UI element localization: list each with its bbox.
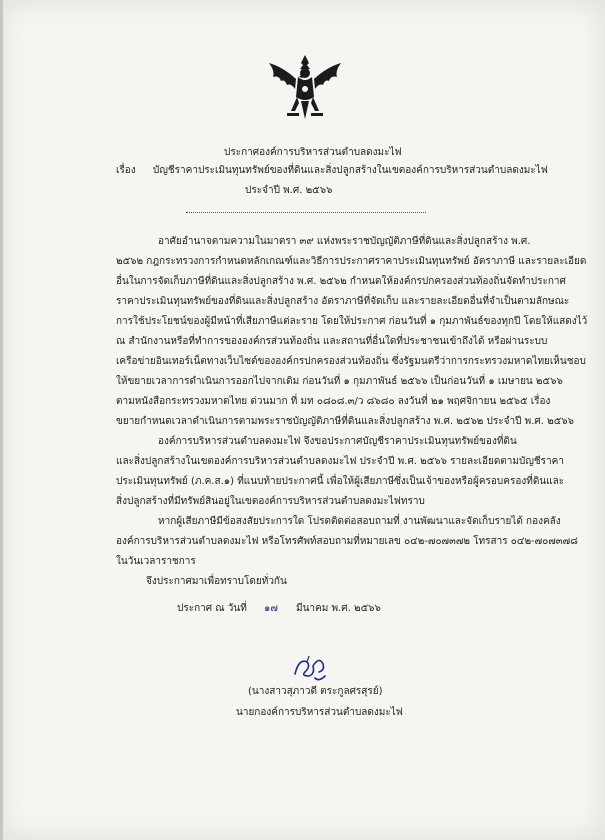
body-line: ประเมินทุนทรัพย์ (ภ.ค.ส.๑) ที่แนบท้ายประกาศนี้ เพื่อให้ผู้เสียภาษีซึ่งเป็นเจ้าของหรือผู้ครอบครองที่ดินและ <box>116 476 565 487</box>
signature-mark <box>285 652 335 686</box>
body-line: ในวันเวลาราชการ <box>116 556 196 567</box>
body-line: และสิ่งปลูกสร้างในเขตองค์การบริหารส่วนตำบลดงมะไฟ ประจำปี พ.ศ. ๒๕๖๖ รายละเอียดตามบัญชีราคา <box>116 456 564 467</box>
body-line: เครือข่ายอินเทอร์เน็ตทางเว็บไซต์ขององค์กรปกครองส่วนท้องถิ่น ซึ่งรัฐมนตรีว่าการกระทรวงมหาดไทยเห็นชอบ <box>116 356 586 367</box>
body-line: อื่นในการจัดเก็บภาษีที่ดินและสิ่งปลูกสร้าง พ.ศ. ๒๕๖๒ กำหนดให้องค์กรปกครองส่วนท้องถิ่นจัดทำประกาศ <box>116 276 566 287</box>
body-line: องค์การบริหารส่วนตำบลดงมะไฟ จึงขอประกาศบัญชีราคาประเมินทุนทรัพย์ของที่ดิน <box>158 436 517 447</box>
subject-text: บัญชีราคาประเมินทุนทรัพย์ของที่ดินและสิ่งปลูกสร้างในเขตองค์การบริหารส่วนตำบลดงมะไฟ <box>153 165 548 176</box>
subject-label: เรื่อง <box>116 165 136 176</box>
date-prefix: ประกาศ ณ วันที่ <box>177 603 247 614</box>
body-line: ตามหนังสือกระทรวงมหาดไทย ด่วนมาก ที่ มท ๐๘๐๘.๓/ว ๘๖๘๐ ลงวันที่ ๒๑ พฤศจิกายน ๒๕๖๕ เรื่อง <box>116 396 551 407</box>
body-line: ขยายกำหนดเวลาดำเนินการตามพระราชบัญญัติภาษีที่ดินและสิ่งปลูกสร้าง พ.ศ. ๒๕๖๒ ประจำปี พ.ศ. ๒๕๖๖ <box>116 416 574 427</box>
body-line: การใช้ประโยชน์ของผู้มีหน้าที่เสียภาษีแต่ละราย โดยให้ประกาศ ก่อนวันที่ ๑ กุมภาพันธ์ของทุกปี โดยให้แสดงไว้ <box>116 316 588 327</box>
body-line: ๒๕๖๒ กฎกระทรวงการกำหนดหลักเกณฑ์และวิธีการประกาศราคาประเมินทุนทรัพย์ อัตราภาษี และรายละเอียด <box>116 256 587 267</box>
body-line: องค์การบริหารส่วนตำบลดงมะไฟ หรือโทรศัพท์สอบถามที่หมายเลข ๐๔๒-๗๐๗๓๗๒ โทรสาร ๐๔๒-๗๐๗๓๗๘ <box>116 536 578 547</box>
signer-name: (นางสาวสุภาวดี ตระกูลศรสุรย์) <box>248 686 383 697</box>
date-day: ๑๗ <box>264 603 278 614</box>
announcement-title: ประกาศองค์การบริหารส่วนตำบลดงมะไฟ <box>224 147 402 158</box>
closing-line: จึงประกาศมาเพื่อทราบโดยทั่วกัน <box>146 576 287 587</box>
signer-position: นายกองค์การบริหารส่วนตำบลดงมะไฟ <box>236 707 403 718</box>
garuda-emblem-icon <box>265 53 345 123</box>
body-line: ให้ขยายเวลาการดำเนินการออกไปจากเดิม ก่อนวันที่ ๑ กุมภาพันธ์ ๒๕๖๖ เป็นก่อนวันที่ ๑ เมษายน ๒๕๖๖ <box>116 376 563 387</box>
year-line: ประจำปี พ.ศ. ๒๕๖๖ <box>245 185 333 196</box>
body-line: สิ่งปลูกสร้างที่มีทรัพย์สินอยู่ในเขตองค์การบริหารส่วนตำบลดงมะไฟทราบ <box>116 496 425 507</box>
body-line: หากผู้เสียภาษีมีข้อสงสัยประการใด โปรดติดต่อสอบถามที่ งานพัฒนาและจัดเก็บรายได้ กองคลัง <box>158 516 561 527</box>
body-line: ราคาประเมินทุนทรัพย์ของที่ดินและสิ่งปลูกสร้าง อัตราภาษีที่จัดเก็บ และรายละเอียดอื่นที่จำเป็นตามลักษณะ <box>116 296 570 307</box>
body-line: ณ สำนักงานหรือที่ทำการขององค์กรส่วนท้องถิ่น และสถานที่อื่นใดที่ประชาชนเข้าถึงได้ หรือผ่านระบบ <box>116 336 548 347</box>
body-line: อาศัยอำนาจตามความในมาตรา ๓๙ แห่งพระราชบัญญัติภาษีที่ดินและสิ่งปลูกสร้าง พ.ศ. <box>158 236 531 247</box>
date-month-year: มีนาคม พ.ศ. ๒๕๖๖ <box>296 603 381 614</box>
dotted-separator <box>186 212 426 213</box>
